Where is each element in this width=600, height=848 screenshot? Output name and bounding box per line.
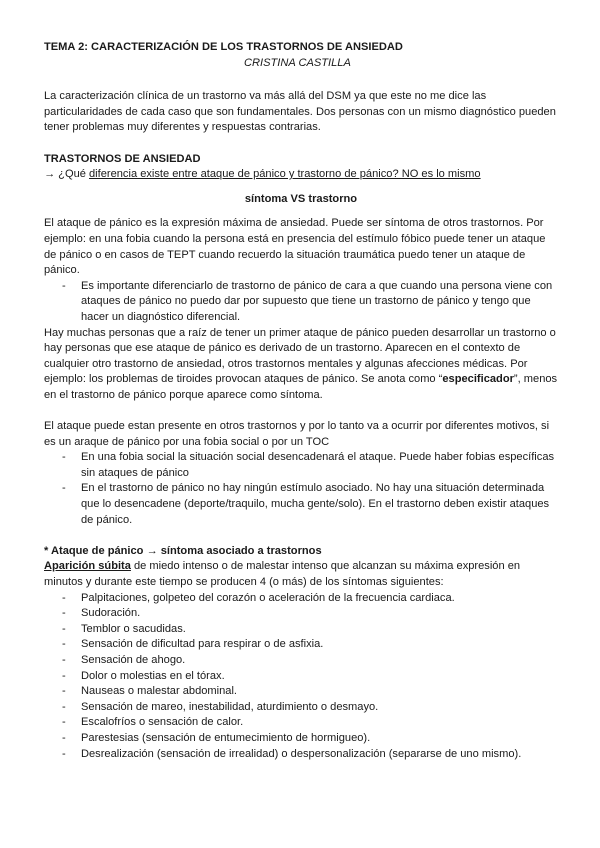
list-item-text: Es importante diferenciarlo de trastorno de pánico de cara a que cuando una persona viene con ataques de pánico no puedo dar por supuesto que tiene un trastorno de pánico y tengo que hacer un diagnóstico diferencial. [81, 279, 553, 323]
symptom-text: Palpitaciones, golpeteo del corazón o aceleración de la frecuencia cardiaca. [81, 591, 455, 604]
specifier-term: especificador [442, 373, 514, 386]
symptom-text: Dolor o molestias en el tórax. [81, 669, 225, 682]
dash-bullet: - [62, 279, 66, 292]
symptom-list [44, 591, 558, 763]
subheading-symptom-vs-disorder: síntoma VS trastorno [244, 192, 358, 205]
dash-bullet: - [62, 451, 66, 464]
list-item [44, 279, 558, 326]
document-content [44, 40, 558, 762]
list-item [44, 684, 558, 700]
dash-bullet: - [62, 622, 66, 635]
dash-bullet: - [62, 653, 66, 666]
question-underlined: diferencia existe entre ataque de pánico y trastorno de pánico? NO es lo mismo [89, 168, 481, 181]
symptom-text: Temblor o sacudidas. [81, 622, 186, 635]
dash-bullet: - [62, 731, 66, 744]
bullet-list-1 [44, 279, 558, 326]
paragraph-panic-attack: El ataque de pánico es la expresión máxima de ansiedad. Puede ser síntoma de otros trastornos. Por ejemplo: en una fobia cuando la persona está en presencia del estímulo fóbico puede tener un ataque de pánico o en casos de TEPT cuando recuerdo la situación traumática puedo tener un ataque de pánico. [44, 217, 546, 277]
list-item [44, 481, 558, 528]
symptom-text: Escalofríos o sensación de calor. [81, 716, 244, 729]
list-item-text: En el trastorno de pánico no hay ningún estímulo asociado. No hay una situación determinada que lo desencadene (deporte/traquilo, mucha gente/solo). En el trastorno deben existir ataques de pánico. [81, 482, 550, 526]
paragraph-other-disorders: El ataque puede estan presente en otros trastornos y por lo tanto va a ocurrir por diferentes motivos, si es un araque de pánico por una fobia social o por un TOC [44, 420, 550, 448]
list-item [44, 669, 558, 685]
document-title: TEMA 2: CARACTERIZACIÓN DE LOS TRASTORNOS DE ANSIEDAD [44, 41, 403, 53]
section-heading-panic-attack: * Ataque de pánico → síntoma asociado a trastornos [44, 544, 322, 557]
dash-bullet: - [62, 669, 66, 682]
dash-bullet: - [62, 685, 66, 698]
symptom-text: Sensación de dificultad para respirar o de asfixia. [81, 638, 324, 651]
symptom-text: Sensación de mareo, inestabilidad, aturdimiento o desmayo. [81, 700, 379, 713]
dash-bullet: - [62, 747, 66, 760]
symptom-text: Sudoración. [81, 607, 141, 620]
list-item-text: En una fobia social la situación social desencadenará el ataque. Puede haber fobias específicas sin ataques de pánico [81, 451, 555, 479]
symptom-text: Sensación de ahogo. [81, 653, 186, 666]
intro-paragraph: La caracterización clínica de un trastorno va más allá del DSM ya que este no me dice las particularidades de cada caso que son fundamentales. Dos personas con un mismo diagnóstico pueden tener problemas muy diferentes y respuestas contrarias. [44, 90, 556, 134]
document-author: CRISTINA CASTILLA [244, 56, 351, 69]
dash-bullet: - [62, 591, 66, 604]
paragraph-specifier-text-1: Hay muchas personas que a raíz de tener un primer ataque de pánico pueden desarrollar un trastorno o hay personas que ese ataque de pánico es derivado de un trastorno. Aparecen en el contexto de cualquier otro trastorno de ansiedad, otros trastornos mentales y algunas afecciones médicas. Por ejemplo: los problemas de tiroides provocan ataques de pánico. Se anota como “ [44, 326, 556, 386]
question-line [44, 167, 558, 183]
dash-bullet: - [62, 607, 66, 620]
paragraph-sudden-onset [44, 559, 558, 590]
list-item [44, 622, 558, 638]
sudden-onset-term: Aparición súbita [44, 560, 131, 573]
list-item [44, 700, 558, 716]
list-item [44, 591, 558, 607]
dash-bullet: - [62, 482, 66, 495]
dash-bullet: - [62, 716, 66, 729]
question-prefix: → ¿Qué [44, 168, 90, 181]
symptom-text: Desrealización (sensación de irrealidad) o despersonalización (separarse de uno mismo). [81, 747, 522, 760]
paragraph-specifier-text-2: ”, menos en el trastorno de pánico porque aparece como síntoma. [44, 373, 558, 401]
dash-bullet: - [62, 700, 66, 713]
list-item [44, 715, 558, 731]
dash-bullet: - [62, 638, 66, 651]
symptom-text: Parestesias (sensación de entumecimiento de hormigueo). [81, 731, 371, 744]
list-item [44, 653, 558, 669]
list-item [44, 731, 558, 747]
symptom-text: Nauseas o malestar abdominal. [81, 685, 238, 698]
bullet-list-2 [44, 450, 558, 528]
list-item [44, 606, 558, 622]
list-item [44, 637, 558, 653]
paragraph-specifier [44, 326, 558, 404]
list-item [44, 450, 558, 481]
list-item [44, 747, 558, 763]
sudden-onset-text: de miedo intenso o de malestar intenso que alcanzan su máxima expresión en minutos y durante este tiempo se producen 4 (o más) de los síntomas siguientes: [44, 560, 521, 588]
section-heading-anxiety-disorders: TRASTORNOS DE ANSIEDAD [44, 152, 201, 165]
